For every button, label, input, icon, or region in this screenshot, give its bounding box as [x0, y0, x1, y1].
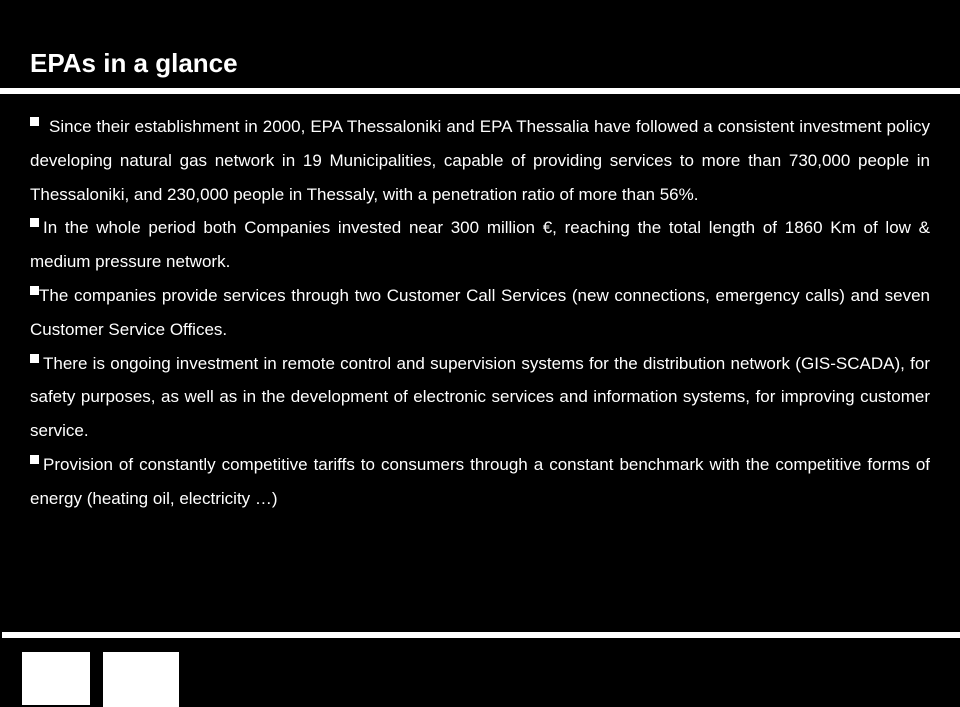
square-bullet-icon	[30, 354, 39, 363]
bullet-item	[30, 279, 930, 347]
footer-divider	[2, 632, 960, 638]
bullet-item	[30, 211, 930, 279]
bullet-list	[30, 110, 930, 516]
bullet-text: There is ongoing investment in remote control and supervision systems for the distribution network (GIS-SCADA), for safety purposes, as well as in the development of electronic services and information systems, for improving customer service.	[30, 353, 930, 441]
bullet-item	[30, 448, 930, 516]
bullet-text: Provision of constantly competitive tariffs to consumers through a constant benchmark with the competitive forms of energy (heating oil, electricity …)	[30, 454, 930, 508]
bullet-text: Since their establishment in 2000, EPA Thessaloniki and EPA Thessalia have followed a consistent investment policy developing natural gas network in 19 Municipalities, capable of providing services to more than 730,000 people in Thessaloniki, and 230,000 people in Thessaly, with a penetration ratio of more than 56%.	[30, 117, 930, 204]
square-bullet-icon	[30, 286, 39, 295]
bullet-item	[30, 347, 930, 448]
square-bullet-icon	[30, 117, 39, 126]
square-bullet-icon	[30, 455, 39, 464]
slide-title: EPAs in a glance	[30, 48, 238, 78]
company-logo-2	[103, 652, 179, 707]
bullet-text: In the whole period both Companies invested near 300 million €, reaching the total length of 1860 Km of low & medium pressure network.	[30, 218, 930, 272]
company-logo-1	[22, 652, 90, 705]
square-bullet-icon	[30, 218, 39, 227]
title-divider	[0, 88, 960, 94]
bullet-item	[30, 110, 930, 211]
bullet-text: The companies provide services through two Customer Call Services (new connections, emergency calls) and seven Customer Service Offices.	[30, 285, 930, 339]
